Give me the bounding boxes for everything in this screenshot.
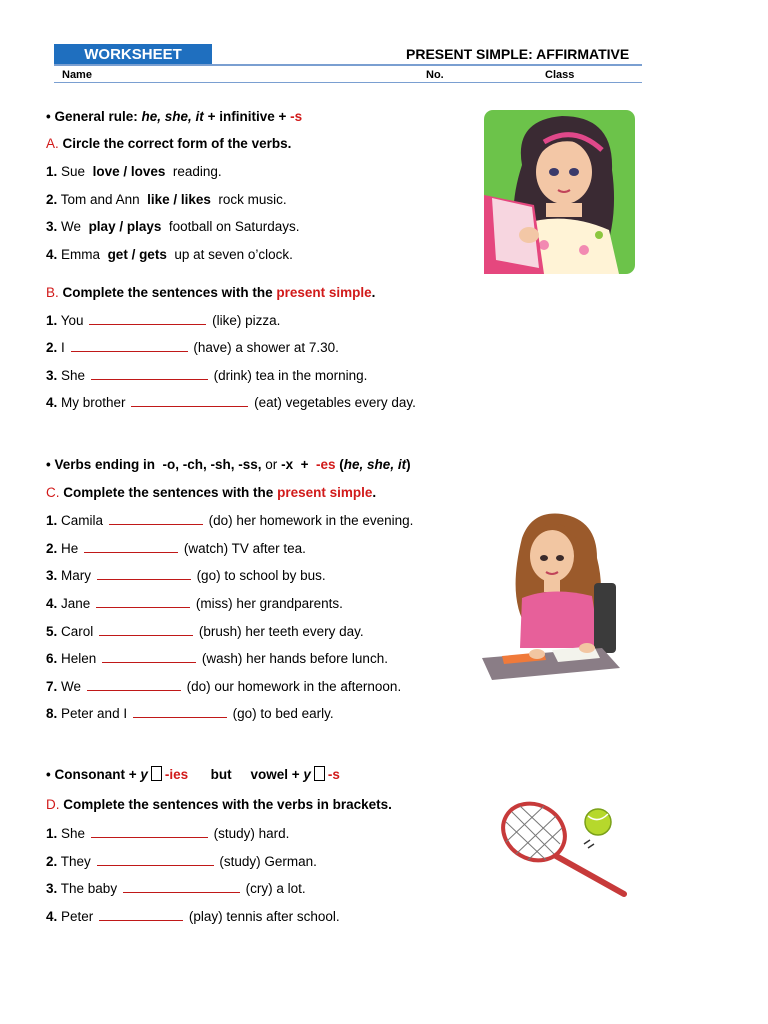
exercise-c-4: 4. Jane (miss) her grandparents. — [46, 596, 343, 611]
answer-blank[interactable] — [97, 567, 191, 580]
answer-blank[interactable] — [133, 705, 227, 718]
rule-pronouns: he, she, it — [141, 109, 204, 124]
exercise-a-1: 1. Sue love / loves reading. — [46, 164, 222, 179]
section-a-heading — [46, 136, 291, 151]
verb-choice[interactable]: love / loves — [92, 164, 166, 179]
answer-blank[interactable] — [91, 825, 208, 838]
arrow-icon — [314, 766, 325, 781]
exercise-d-4: 4. Peter (play) tennis after school. — [46, 909, 340, 924]
worksheet-title: PRESENT SIMPLE: AFFIRMATIVE — [406, 46, 630, 62]
answer-blank[interactable] — [131, 394, 248, 407]
exercise-c-2: 2. He (watch) TV after tea. — [46, 541, 306, 556]
exercise-b-3: 3. She (drink) tea in the morning. — [46, 368, 368, 383]
answer-blank[interactable] — [97, 853, 214, 866]
answer-blank[interactable] — [87, 678, 181, 691]
section-instruction: Circle the correct form of the verbs. — [62, 136, 292, 151]
rule-bullet: • General rule: — [46, 109, 138, 124]
exercise-a-4: 4. Emma get / gets up at seven o’clock. — [46, 247, 293, 262]
exercise-c-7: 7. We (do) our homework in the afternoon. — [46, 679, 402, 694]
verb-choice[interactable]: play / plays — [88, 219, 162, 234]
exercise-c-6: 6. Helen (wash) her hands before lunch. — [46, 651, 388, 666]
exercise-a-3: 3. We play / plays football on Saturdays. — [46, 219, 300, 234]
exercise-c-3: 3. Mary (go) to school by bus. — [46, 568, 326, 583]
answer-blank[interactable] — [96, 595, 190, 608]
exercise-c-8: 8. Peter and I (go) to bed early. — [46, 706, 334, 721]
no-label: No. — [426, 69, 444, 81]
es-rule: • Verbs ending in -o, -ch, -sh, -ss, or -x + -es (he, she, it) — [46, 457, 411, 472]
ies-rule: • Consonant + y -ies but vowel + y -s — [46, 767, 340, 782]
header-divider — [54, 64, 642, 66]
exercise-d-3: 3. The baby (cry) a lot. — [46, 881, 306, 896]
verb-choice[interactable]: get / gets — [107, 247, 167, 262]
exercise-c-1: 1. Camila (do) her homework in the evening. — [46, 513, 414, 528]
answer-blank[interactable] — [91, 367, 208, 380]
header-underline — [54, 82, 642, 83]
exercise-c-5: 5. Carol (brush) her teeth every day. — [46, 624, 364, 639]
answer-blank[interactable] — [102, 650, 196, 663]
rule-suffix: -s — [290, 109, 303, 124]
answer-blank[interactable] — [123, 880, 240, 893]
exercise-a-2: 2. Tom and Ann like / likes rock music. — [46, 192, 287, 207]
answer-blank[interactable] — [89, 312, 206, 325]
exercise-d-1: 1. She (study) hard. — [46, 826, 290, 841]
girl-reading-illustration — [484, 110, 635, 274]
rule-plus: + infinitive + — [207, 109, 287, 124]
exercise-b-4: 4. My brother (eat) vegetables every day. — [46, 395, 416, 410]
answer-blank[interactable] — [109, 512, 203, 525]
tennis-racket-illustration — [492, 794, 632, 898]
verb-choice[interactable]: like / likes — [147, 192, 211, 207]
section-c-heading: C. Complete the sentences with the present simple. — [46, 485, 377, 500]
general-rule — [46, 109, 302, 124]
exercise-b-2: 2. I (have) a shower at 7.30. — [46, 340, 339, 355]
answer-blank[interactable] — [99, 908, 183, 921]
exercise-b-1: 1. You (like) pizza. — [46, 313, 281, 328]
answer-blank[interactable] — [71, 339, 188, 352]
answer-blank[interactable] — [84, 540, 178, 553]
answer-blank[interactable] — [99, 623, 193, 636]
arrow-icon — [151, 766, 162, 781]
section-d-heading: D. Complete the sentences with the verbs in brackets. — [46, 797, 392, 812]
section-b-heading: B. Complete the sentences with the present simple. — [46, 285, 376, 300]
section-letter: A. — [46, 136, 59, 151]
exercise-d-2: 2. They (study) German. — [46, 854, 317, 869]
class-label: Class — [545, 69, 575, 81]
girl-studying-illustration — [482, 508, 620, 683]
name-label: Name — [62, 69, 92, 81]
worksheet-tab: WORKSHEET — [54, 44, 212, 64]
